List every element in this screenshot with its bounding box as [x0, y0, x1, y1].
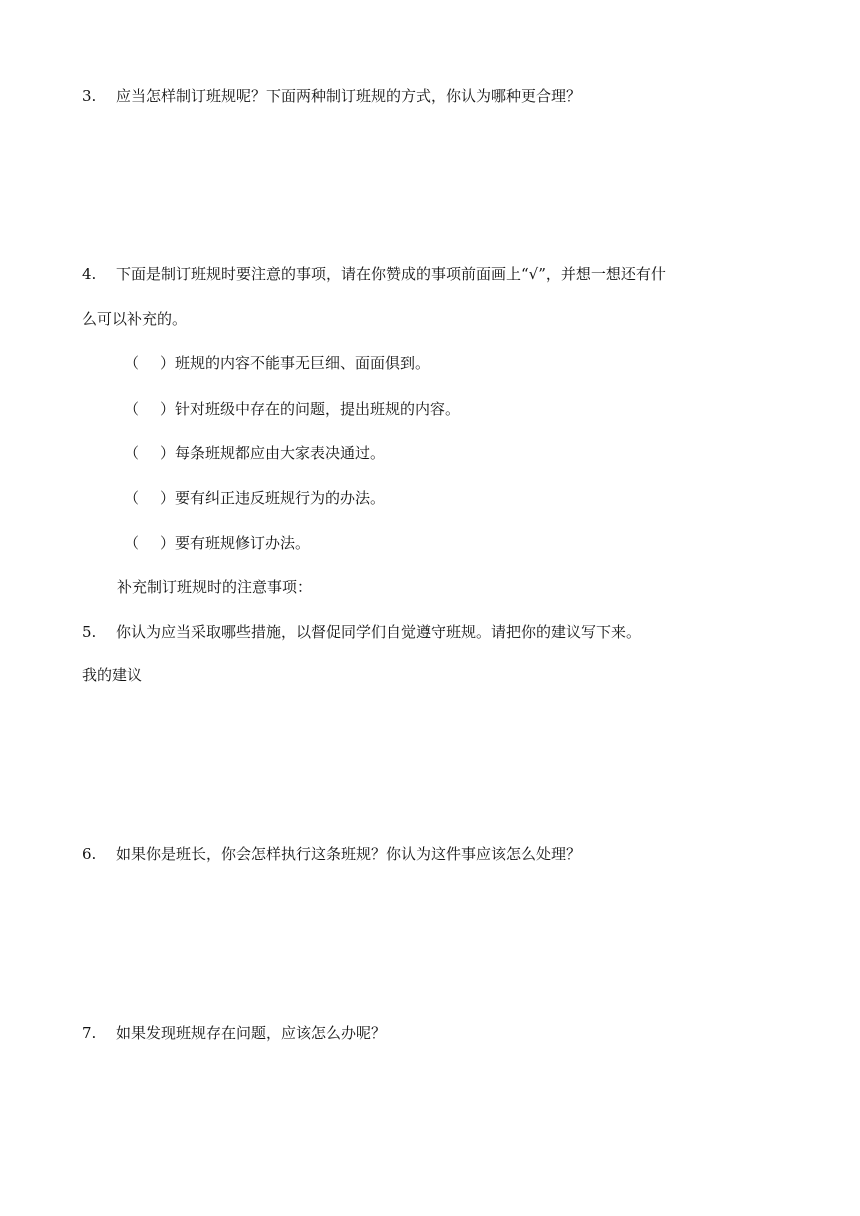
question-text: 下面是制订班规时要注意的事项，请在你赞成的事项前面画上“√”，并想一想还有什 — [116, 265, 666, 283]
option-text: 班规的内容不能事无巨细、面面俱到。 — [175, 354, 431, 372]
answer-blank[interactable]: （ — [124, 354, 140, 372]
question-text: 如果你是班长，你会怎样执行这条班规？你认为这件事应该怎么处理？ — [116, 845, 582, 863]
answer-blank[interactable]: （ — [124, 489, 140, 507]
label-text: 我的建议 — [82, 666, 143, 684]
supplement-prompt — [117, 577, 312, 597]
question-number: 6. — [82, 845, 97, 863]
question-number: 7. — [82, 1024, 97, 1042]
answer-blank-close: ） — [160, 444, 176, 462]
option-text: 要有纠正违反班规行为的办法。 — [175, 489, 386, 507]
answer-blank-close: ） — [160, 489, 176, 507]
option-item — [124, 533, 310, 553]
question-text: 如果发现班规存在问题，应该怎么办呢？ — [116, 1024, 387, 1042]
option-text: 每条班规都应由大家表决通过。 — [175, 444, 386, 462]
option-item — [124, 443, 385, 463]
answer-blank[interactable]: （ — [124, 444, 140, 462]
suggestion-label — [82, 665, 142, 685]
option-text: 要有班规修订办法。 — [175, 534, 311, 552]
question-6 — [82, 844, 581, 864]
answer-blank[interactable]: （ — [124, 534, 140, 552]
question-number: 5. — [82, 623, 97, 641]
option-item — [124, 399, 460, 419]
question-number: 3. — [82, 87, 97, 105]
option-text: 针对班级中存在的问题，提出班规的内容。 — [175, 400, 461, 418]
supplement-text: 补充制订班规时的注意事项： — [117, 578, 313, 596]
option-item — [124, 353, 430, 373]
question-number: 4. — [82, 265, 97, 283]
answer-blank-close: ） — [160, 354, 176, 372]
answer-blank[interactable]: （ — [124, 400, 140, 418]
question-5 — [82, 622, 641, 642]
question-7 — [82, 1023, 386, 1043]
answer-blank-close: ） — [160, 534, 176, 552]
question-text: 应当怎样制订班规呢？下面两种制订班规的方式，你认为哪种更合理？ — [116, 87, 582, 105]
option-item — [124, 488, 385, 508]
question-text: 么可以补充的。 — [82, 310, 188, 328]
question-4 — [82, 264, 666, 284]
answer-blank-close: ） — [160, 400, 176, 418]
question-4-continuation — [82, 309, 187, 329]
question-text: 你认为应当采取哪些措施，以督促同学们自觉遵守班规。请把你的建议写下来。 — [116, 623, 642, 641]
question-3 — [82, 86, 581, 106]
